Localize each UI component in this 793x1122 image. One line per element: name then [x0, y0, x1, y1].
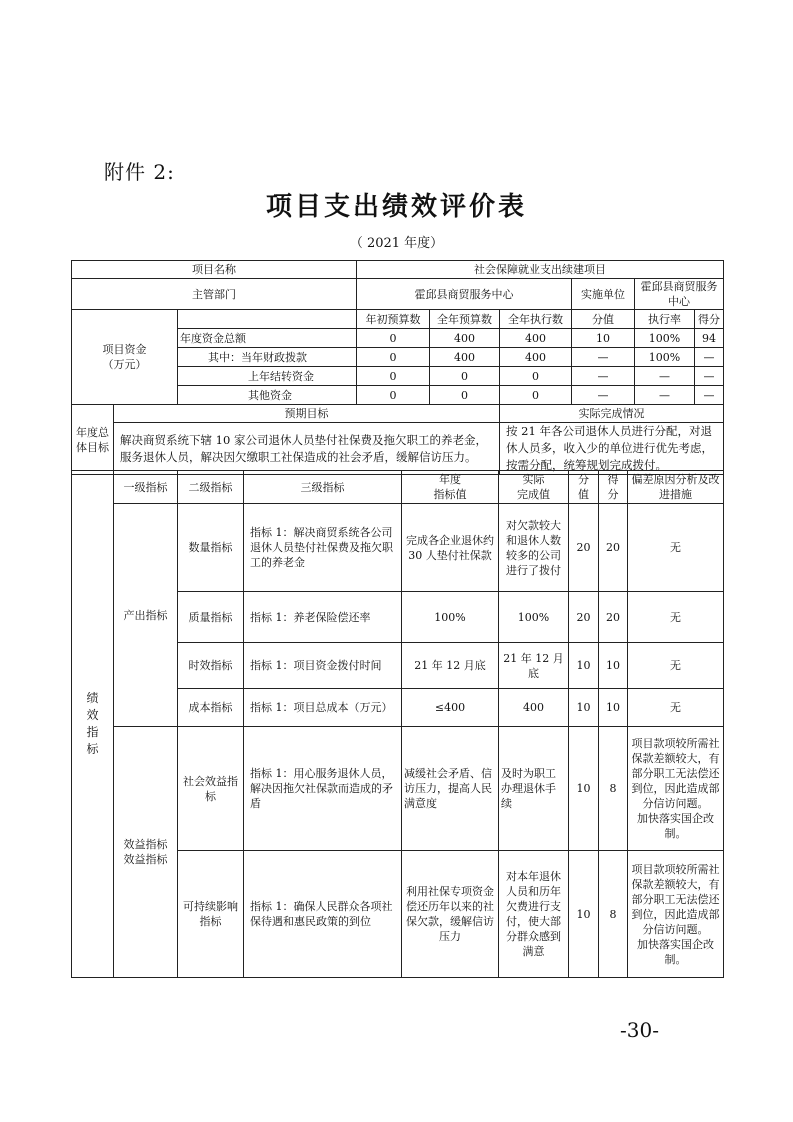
perf-analysis: 无 [628, 592, 724, 643]
funds-score-value: — [572, 367, 635, 386]
perf-actual: 对欠款较大和退休人数较多的公司进行了拨付 [499, 504, 569, 592]
perf-score: 20 [599, 592, 628, 643]
perf-score: 8 [599, 727, 628, 851]
funds-init: 0 [357, 348, 430, 367]
impl-value: 霍邱县商贸服务中心 [635, 279, 724, 310]
benefit-indicator-label: 效益指标 效益指标 [114, 727, 178, 978]
impl-label: 实施单位 [572, 279, 635, 310]
perf-row [72, 504, 724, 592]
perf-analysis: 无 [628, 643, 724, 689]
perf-score: 10 [599, 689, 628, 727]
page-title: 项目支出绩效评价表 [265, 192, 527, 222]
perf-target: 完成各企业退休约 30 人垫付社保款 [402, 504, 499, 592]
funds-score-value: — [572, 348, 635, 367]
page-number: -30- [620, 1018, 659, 1042]
perf-l3: 指标 1：用心服务退休人员，解决因拖欠社保款而造成的矛盾 [244, 727, 402, 851]
perf-analysis: 项目款项较所需社保款差额较大，有部分职工无法偿还到位，因此造成部分信访问题。 加快落实国企改制。 [628, 727, 724, 851]
perf-score-value: 10 [569, 643, 599, 689]
funds-row-name: 其他资金 [178, 386, 357, 405]
funds-init: 0 [357, 386, 430, 405]
funds-exec: 400 [500, 348, 572, 367]
perf-header-target: 年度 指标值 [402, 471, 499, 504]
perf-analysis: 无 [628, 689, 724, 727]
funds-rate: — [635, 367, 695, 386]
perf-score: 8 [599, 851, 628, 978]
expected-goal: 解决商贸系统下辖 10 家公司退休人员垫付社保费及拖欠职工的养老金，服务退休人员，解决因欠缴职工社保造成的社会矛盾，缓解信访压力。 [114, 423, 500, 475]
funds-annual: 0 [430, 386, 500, 405]
actual-goal: 按 21 年各公司退休人员进行分配，对退休人员多，收入少的单位进行优先考虑，按需分配，统筹规划完成拨付。 [500, 423, 724, 475]
funds-header: 年初预算数 [357, 310, 430, 329]
perf-l2: 社会效益指标 [178, 727, 244, 851]
perf-header-l1: 一级指标 [114, 471, 178, 504]
perf-score-value: 20 [569, 504, 599, 592]
perf-score: 20 [599, 504, 628, 592]
summary-table [71, 260, 724, 475]
perf-analysis: 项目款项较所需社保款差额较大，有部分职工无法偿还到位，因此造成部分信访问题。 加快落实国企改制。 [628, 851, 724, 978]
actual-goal-label: 实际完成情况 [500, 405, 724, 423]
funds-header: 执行率 [635, 310, 695, 329]
goals-label: 年度总体目标 [72, 405, 114, 475]
dept-value: 霍邱县商贸服务中心 [357, 279, 572, 310]
output-indicator-label: 产出指标 [114, 504, 178, 727]
perf-label-text: 绩效指标 [86, 691, 99, 756]
funds-init: 0 [357, 329, 430, 348]
funds-score-value: — [572, 386, 635, 405]
perf-l2: 数量指标 [178, 504, 244, 592]
perf-l3: 指标 1：项目总成本（万元） [244, 689, 402, 727]
funds-header: 得分 [695, 310, 724, 329]
perf-actual: 400 [499, 689, 569, 727]
funds-annual: 400 [430, 348, 500, 367]
dept-label: 主管部门 [72, 279, 357, 310]
funds-annual: 0 [430, 367, 500, 386]
performance-table [71, 470, 724, 978]
funds-score-value: 10 [572, 329, 635, 348]
perf-l3: 指标 1：确保人民群众各项社保待遇和惠民政策的到位 [244, 851, 402, 978]
perf-target: ≤400 [402, 689, 499, 727]
perf-row [72, 727, 724, 851]
perf-actual: 21 年 12 月底 [499, 643, 569, 689]
perf-score-value: 20 [569, 592, 599, 643]
perf-label [72, 471, 114, 978]
perf-score-value: 10 [569, 727, 599, 851]
funds-row-name: 上年结转资金 [178, 367, 357, 386]
perf-actual: 100% [499, 592, 569, 643]
funds-init: 0 [357, 367, 430, 386]
funds-header: 全年执行数 [500, 310, 572, 329]
perf-target: 利用社保专项资金偿还历年以来的社保欠款，缓解信访压力 [402, 851, 499, 978]
funds-label: 项目资金 （万元） [72, 310, 178, 405]
expected-goal-label: 预期目标 [114, 405, 500, 423]
perf-target: 100% [402, 592, 499, 643]
perf-actual: 对本年退休人员和历年欠费进行支付，使大部分群众感到满意 [499, 851, 569, 978]
perf-l2: 可持续影响指标 [178, 851, 244, 978]
funds-rate: — [635, 386, 695, 405]
perf-score-value: 10 [569, 689, 599, 727]
funds-header-blank [178, 310, 357, 329]
perf-actual: 及时为职工办理退休手续 [499, 727, 569, 851]
funds-score: 94 [695, 329, 724, 348]
funds-score: — [695, 348, 724, 367]
funds-header: 全年预算数 [430, 310, 500, 329]
funds-score: — [695, 386, 724, 405]
perf-header-score: 得 分 [599, 471, 628, 504]
year-label: （ 2021 年度） [349, 236, 444, 251]
perf-score: 10 [599, 643, 628, 689]
funds-header: 分值 [572, 310, 635, 329]
funds-score: — [695, 367, 724, 386]
perf-analysis: 无 [628, 504, 724, 592]
perf-l3: 指标 1：养老保险偿还率 [244, 592, 402, 643]
perf-target: 减缓社会矛盾、信访压力，提高人民满意度 [402, 727, 499, 851]
perf-l3: 指标 1：解决商贸系统各公司退休人员垫付社保费及拖欠职工的养老金 [244, 504, 402, 592]
project-name: 社会保障就业支出续建项目 [357, 261, 724, 279]
funds-exec: 400 [500, 329, 572, 348]
funds-row-name: 年度资金总额 [178, 329, 357, 348]
perf-header-l2: 二级指标 [178, 471, 244, 504]
attachment-label: 附件 2: [104, 160, 175, 184]
perf-score-value: 10 [569, 851, 599, 978]
perf-header-score-value: 分 值 [569, 471, 599, 504]
perf-target: 21 年 12 月底 [402, 643, 499, 689]
funds-row-name: 其中：当年财政拨款 [178, 348, 357, 367]
perf-header-analysis: 偏差原因分析及改进措施 [628, 471, 724, 504]
perf-l2: 时效指标 [178, 643, 244, 689]
perf-header-actual: 实际 完成值 [499, 471, 569, 504]
perf-header-l3: 三级指标 [244, 471, 402, 504]
project-name-label: 项目名称 [72, 261, 357, 279]
funds-rate: 100% [635, 348, 695, 367]
perf-l2: 成本指标 [178, 689, 244, 727]
funds-exec: 0 [500, 367, 572, 386]
funds-exec: 0 [500, 386, 572, 405]
perf-l3: 指标 1：项目资金拨付时间 [244, 643, 402, 689]
perf-l2: 质量指标 [178, 592, 244, 643]
funds-annual: 400 [430, 329, 500, 348]
funds-rate: 100% [635, 329, 695, 348]
